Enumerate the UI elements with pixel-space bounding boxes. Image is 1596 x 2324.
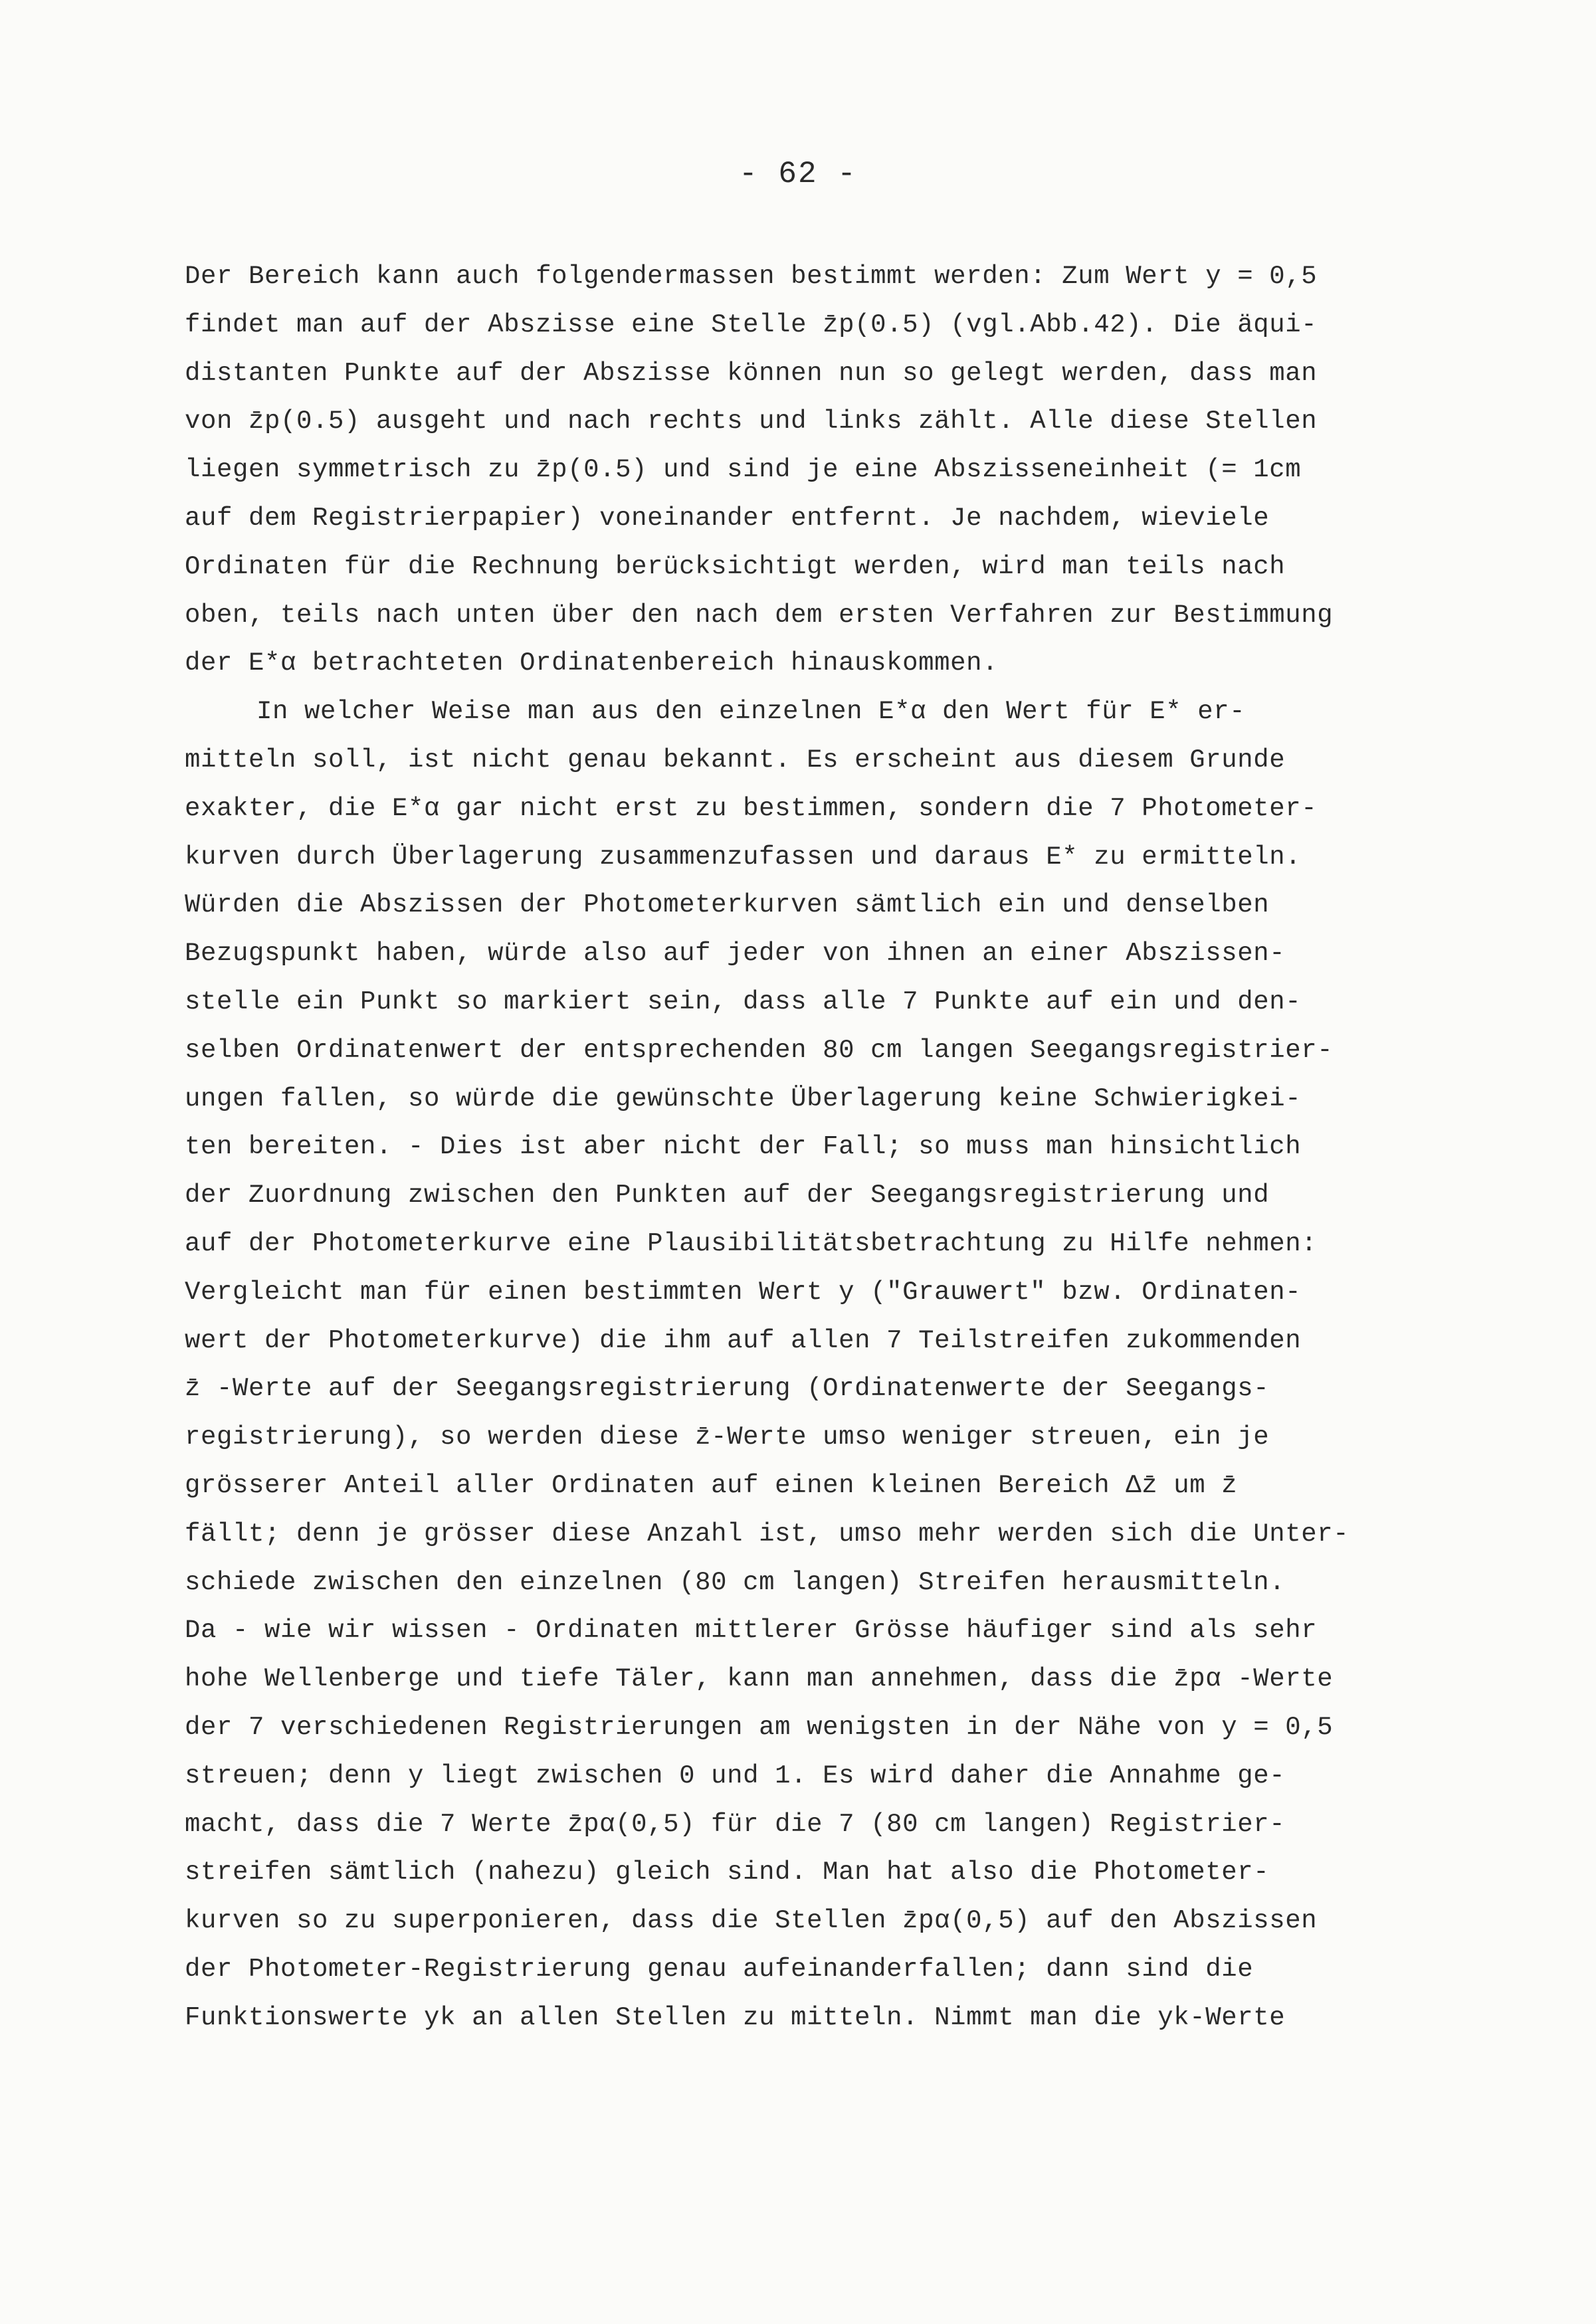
text-line: stelle ein Punkt so markiert sein, dass alle 7 Punkte auf ein und den- <box>185 987 1302 1017</box>
text-line: findet man auf der Abszisse eine Stelle z̄p(0.5) (vgl.Abb.42). Die äqui- <box>185 310 1318 339</box>
text-line: In welcher Weise man aus den einzelnen E*α den Wert für E* er- <box>256 697 1246 727</box>
text-line: der Zuordnung zwischen den Punkten auf der Seegangsregistrierung und <box>185 1181 1270 1210</box>
text-line: distanten Punkte auf der Abszisse können nun so gelegt werden, dass man <box>185 358 1318 388</box>
text-line: auf der Photometerkurve eine Plausibilitätsbetrachtung zu Hilfe nehmen: <box>185 1228 1318 1258</box>
body-text <box>185 252 1467 2042</box>
text-line: der Photometer-Registrierung genau aufeinanderfallen; dann sind die <box>185 1954 1254 1984</box>
text-line: streuen; denn y liegt zwischen 0 und 1. Es wird daher die Annahme ge- <box>185 1761 1286 1791</box>
text-line: selben Ordinatenwert der entsprechenden 80 cm langen Seegangsregistrier- <box>185 1035 1334 1065</box>
text-line: fällt; denn je grösser diese Anzahl ist, umso mehr werden sich die Unter- <box>185 1519 1349 1549</box>
text-line: kurven so zu superponieren, dass die Stellen z̄pα(0,5) auf den Abszissen <box>185 1906 1318 1936</box>
text-line: grösserer Anteil aller Ordinaten auf einen kleinen Bereich Δz̄ um z̄ <box>185 1470 1238 1500</box>
text-line: Vergleicht man für einen bestimmten Wert y ("Grauwert" bzw. Ordinaten- <box>185 1277 1302 1307</box>
text-line: schiede zwischen den einzelnen (80 cm langen) Streifen herausmitteln. <box>185 1567 1286 1597</box>
text-line: Der Bereich kann auch folgendermassen bestimmt werden: Zum Wert y = 0,5 <box>185 262 1318 291</box>
text-line: z̄ -Werte auf der Seegangsregistrierung (Ordinatenwerte der Seegangs- <box>185 1374 1270 1404</box>
text-line: oben, teils nach unten über den nach dem ersten Verfahren zur Bestimmung <box>185 600 1334 630</box>
text-line: ungen fallen, so würde die gewünschte Überlagerung keine Schwierigkei- <box>185 1084 1302 1114</box>
text-line: auf dem Registrierpapier) voneinander entfernt. Je nachdem, wieviele <box>185 503 1270 533</box>
text-line: der E*α betrachteten Ordinatenbereich hinauskommen. <box>185 648 999 678</box>
text-line: ten bereiten. - Dies ist aber nicht der Fall; so muss man hinsichtlich <box>185 1132 1302 1162</box>
text-line: Da - wie wir wissen - Ordinaten mittlerer Grösse häufiger sind als sehr <box>185 1616 1318 1646</box>
text-line: Würden die Abszissen der Photometerkurven sämtlich ein und denselben <box>185 890 1270 920</box>
text-line: streifen sämtlich (nahezu) gleich sind. Man hat also die Photometer- <box>185 1858 1270 1888</box>
text-line: registrierung), so werden diese z̄-Werte umso weniger streuen, ein je <box>185 1422 1270 1452</box>
text-line: Funktionswerte yk an allen Stellen zu mitteln. Nimmt man die yk-Werte <box>185 2002 1286 2032</box>
text-line: Bezugspunkt haben, würde also auf jeder von ihnen an einer Abszissen- <box>185 939 1286 969</box>
text-line: liegen symmetrisch zu z̄p(0.5) und sind je eine Abszisseneinheit (= 1cm <box>185 455 1302 485</box>
text-line: exakter, die E*α gar nicht erst zu bestimmen, sondern die 7 Photometer- <box>185 793 1318 823</box>
text-line: hohe Wellenberge und tiefe Täler, kann man annehmen, dass die z̄pα -Werte <box>185 1664 1334 1694</box>
text-line: kurven durch Überlagerung zusammenzufassen und daraus E* zu ermitteln. <box>185 842 1302 872</box>
text-line: mitteln soll, ist nicht genau bekannt. Es erscheint aus diesem Grunde <box>185 745 1286 775</box>
text-line: von z̄p(0.5) ausgeht und nach rechts und links zählt. Alle diese Stellen <box>185 407 1318 436</box>
text-line: Ordinaten für die Rechnung berücksichtigt werden, wird man teils nach <box>185 551 1286 581</box>
page-number: - 62 - <box>739 157 857 191</box>
text-line: wert der Photometerkurve) die ihm auf allen 7 Teilstreifen zukommenden <box>185 1325 1302 1355</box>
text-line: der 7 verschiedenen Registrierungen am wenigsten in der Nähe von y = 0,5 <box>185 1712 1334 1742</box>
text-line: macht, dass die 7 Werte z̄pα(0,5) für die 7 (80 cm langen) Registrier- <box>185 1809 1286 1839</box>
